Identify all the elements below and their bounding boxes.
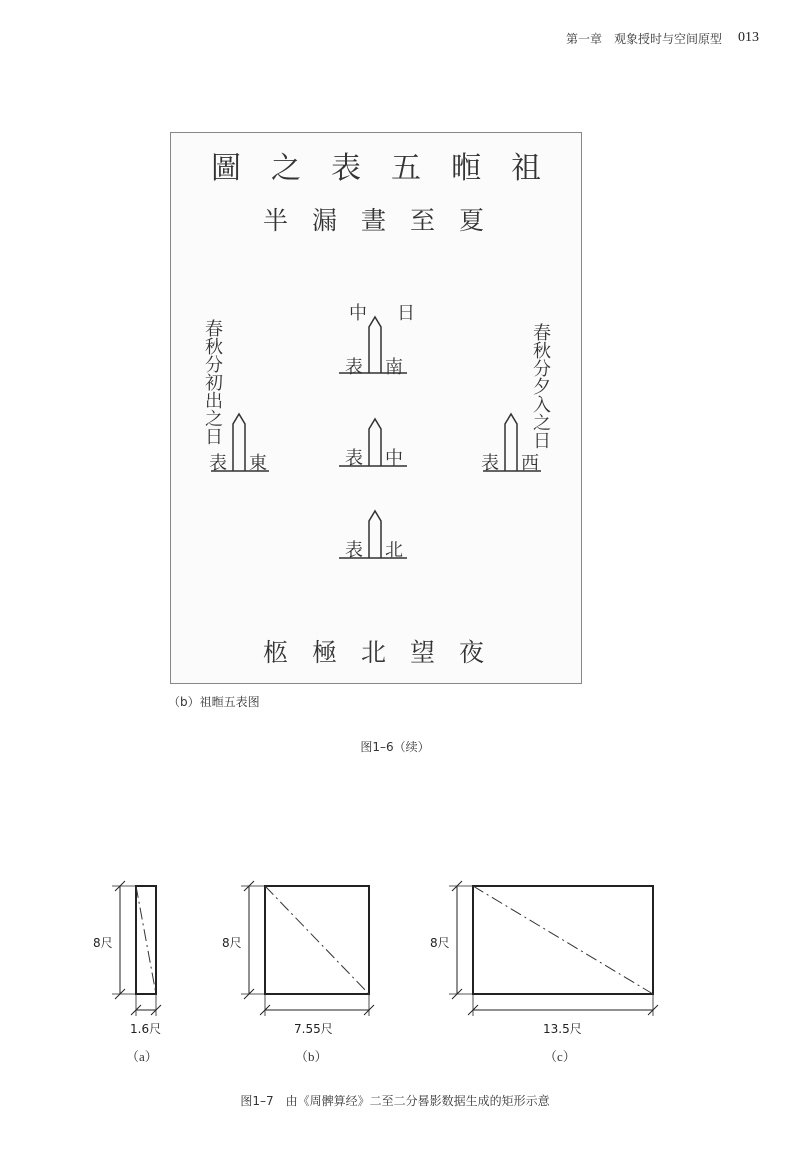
rectangle-b xyxy=(241,881,374,1016)
height-label-c: 8尺 xyxy=(430,936,450,950)
north-biao-label: 表 xyxy=(345,540,363,561)
sub-label-c: （c） xyxy=(544,1049,576,1064)
south-biao-label: 表 xyxy=(345,357,363,378)
gnomon-drawings xyxy=(171,133,581,683)
left-vertical-inscription: 春秋分初出之日 xyxy=(202,319,223,445)
figure-bottom-text: 柩極北望夜 xyxy=(263,638,509,667)
width-label-a: 1.6尺 xyxy=(130,1022,162,1036)
rectangle-diagrams xyxy=(0,870,790,1050)
sub-label-a: （a） xyxy=(126,1049,158,1064)
sub-label-b: （b） xyxy=(295,1049,328,1064)
east-dong-label: 東 xyxy=(249,453,267,474)
figure-subtitle-text: 半漏晝至夏 xyxy=(263,206,509,235)
south-nan-label: 南 xyxy=(385,357,403,378)
south-top-label: 中 日 xyxy=(349,303,421,324)
east-biao-label: 表 xyxy=(209,453,227,474)
north-bei-label: 北 xyxy=(385,540,403,561)
figure-1-6-caption: 图1–6（续） xyxy=(360,740,430,754)
rectangle-c xyxy=(449,881,658,1016)
width-label-c: 13.5尺 xyxy=(543,1022,582,1036)
center-biao-label: 表 xyxy=(345,448,363,469)
west-xi-label: 西 xyxy=(521,453,539,474)
center-zhong-label: 中 xyxy=(385,448,403,469)
height-label-b: 8尺 xyxy=(222,936,242,950)
rectangle-a xyxy=(112,881,161,1016)
figure-b-caption: （b）祖暅五表图 xyxy=(168,695,260,709)
width-label-b: 7.55尺 xyxy=(294,1022,333,1036)
figure-title-text: 圖之表五暅祖 xyxy=(211,151,571,186)
right-vertical-inscription: 春秋分夕入之日 xyxy=(530,323,551,449)
figure-1-7-caption: 图1–7 由《周髀算经》二至二分晷影数据生成的矩形示意 xyxy=(240,1094,550,1108)
page-number: 013 xyxy=(738,30,759,45)
west-biao-label: 表 xyxy=(481,453,499,474)
height-label-a: 8尺 xyxy=(93,936,113,950)
chapter-header: 第一章 观象授时与空间原型 xyxy=(566,32,723,46)
zu-geng-five-gnomons-figure xyxy=(170,132,582,684)
figure-bottom-line xyxy=(263,633,508,669)
